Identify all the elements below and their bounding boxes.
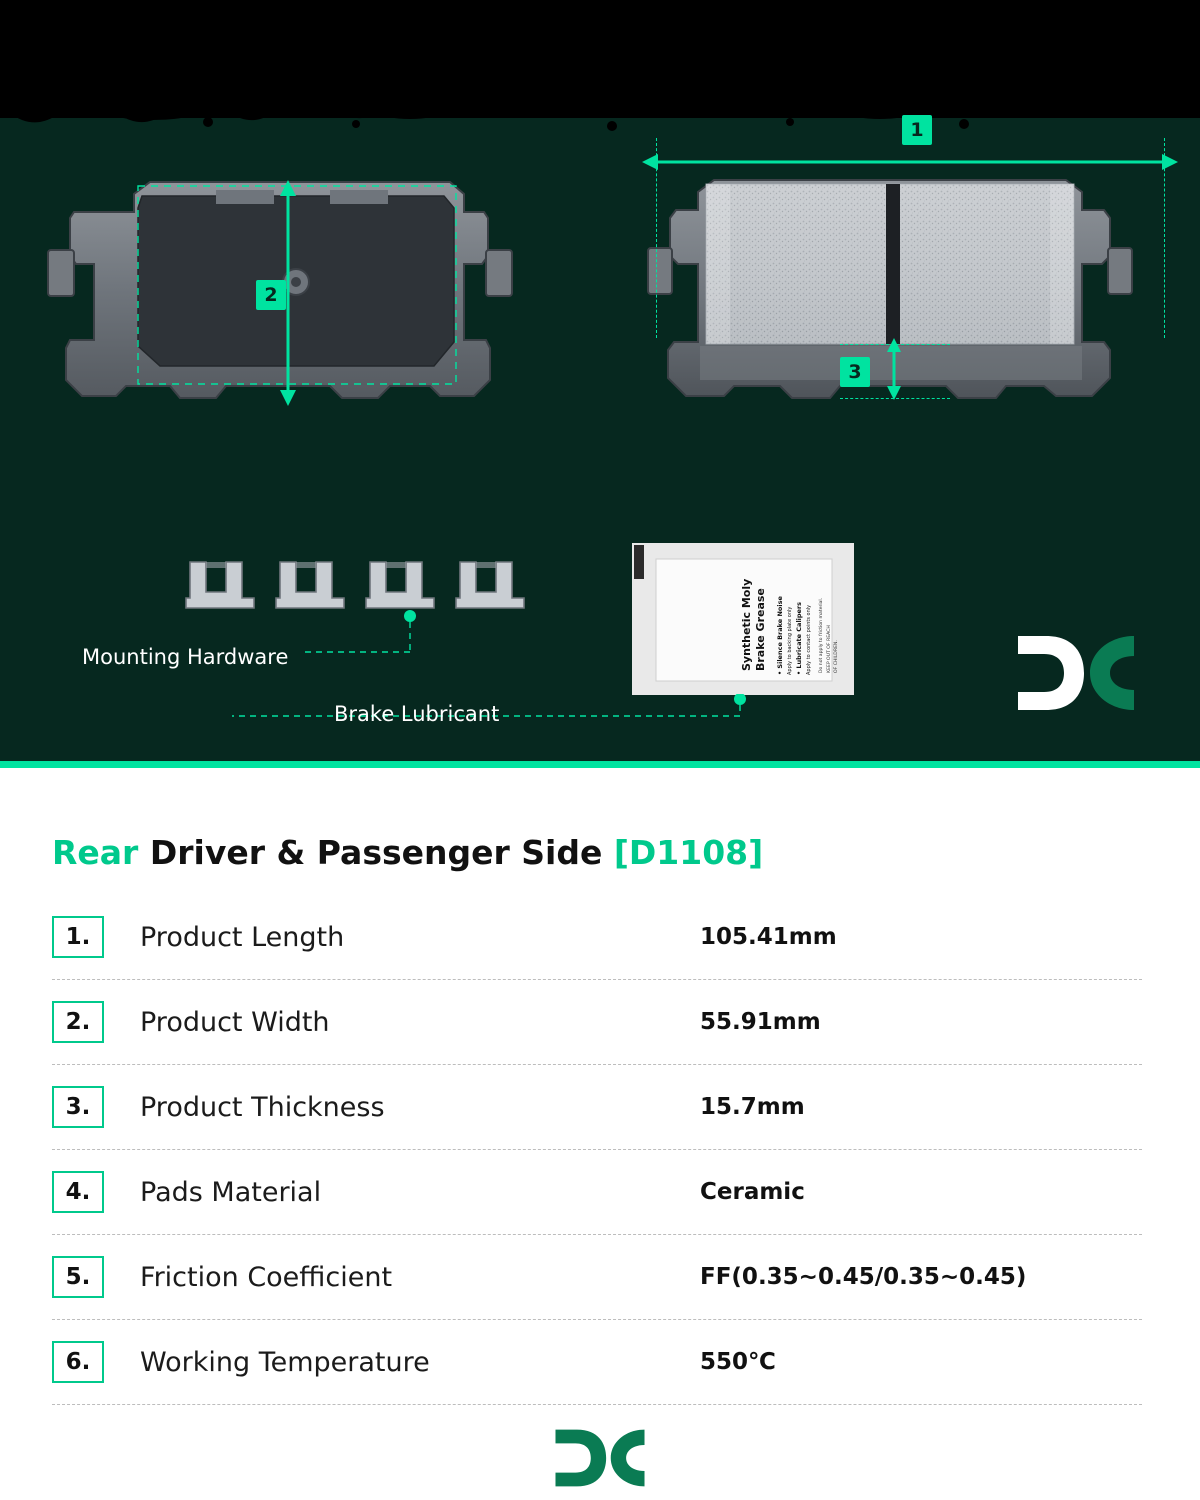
brand-logo-icon	[1012, 630, 1140, 716]
brake-lubricant-label: Brake Lubricant	[334, 702, 500, 726]
thickness-extension-top	[840, 344, 950, 345]
svg-text:Apply to backing plate only: Apply to backing plate only	[787, 606, 793, 675]
row-value: 550℃	[700, 1349, 776, 1375]
svg-text:Do not apply to friction mater: Do not apply to friction material.	[819, 597, 824, 673]
page-title	[52, 833, 763, 872]
row-label: Friction Coefficient	[140, 1261, 393, 1293]
row-label: Product Thickness	[140, 1091, 385, 1123]
title-side: Driver & Passenger Side	[149, 833, 603, 872]
svg-text:• Lubricate Calipers: • Lubricate Calipers	[795, 601, 803, 675]
title-code: [D1108]	[613, 833, 764, 872]
brake-lubricant-image	[632, 543, 854, 695]
row-number: 3.	[52, 1086, 104, 1128]
row-value: FF(0.35~0.45/0.35~0.45)	[700, 1264, 1027, 1290]
svg-text:KEEP OUT OF REACH: KEEP OUT OF REACH	[827, 625, 832, 673]
table-row	[52, 1065, 1142, 1150]
row-value: 15.7mm	[700, 1094, 805, 1120]
table-row	[52, 895, 1142, 980]
brake-pad-friction-view	[640, 119, 1180, 420]
table-row	[52, 980, 1142, 1065]
svg-text:Apply to contact points only: Apply to contact points only	[806, 604, 812, 675]
row-number: 6.	[52, 1341, 104, 1383]
row-label: Pads Material	[140, 1176, 322, 1208]
thickness-extension-bottom	[840, 398, 950, 399]
specification-panel	[0, 775, 1200, 1415]
brake-pad-backing-view	[30, 160, 570, 420]
footer	[0, 1415, 1200, 1500]
row-value: 55.91mm	[700, 1009, 821, 1035]
hardware-callout-line	[300, 608, 560, 678]
svg-text:Brake Grease: Brake Grease	[754, 588, 767, 671]
svg-text:OF CHILDREN.: OF CHILDREN.	[834, 640, 839, 673]
row-number: 5.	[52, 1256, 104, 1298]
measurement-badge-1: 1	[902, 115, 932, 145]
thickness-arrow	[880, 336, 910, 406]
row-number: 1.	[52, 916, 104, 958]
row-number: 4.	[52, 1171, 104, 1213]
spec-rows	[52, 895, 1142, 1405]
length-extension-left	[656, 138, 657, 338]
row-label: Product Width	[140, 1006, 330, 1038]
table-row	[52, 1150, 1142, 1235]
row-value: 105.41mm	[700, 924, 837, 950]
table-row	[52, 1235, 1142, 1320]
mounting-hardware-label: Mounting Hardware	[82, 645, 289, 669]
row-label: Working Temperature	[140, 1346, 430, 1378]
title-position: Rear	[52, 833, 139, 872]
svg-text:• Silence Brake Noise: • Silence Brake Noise	[776, 596, 784, 675]
measurement-badge-3: 3	[840, 357, 870, 387]
length-arrow	[640, 146, 1180, 176]
measurement-badge-2: 2	[256, 280, 286, 310]
svg-text:Synthetic Moly: Synthetic Moly	[740, 578, 753, 671]
accent-divider	[0, 761, 1200, 768]
table-row	[52, 1320, 1142, 1405]
brand-logo-footer-icon	[548, 1425, 652, 1491]
row-number: 2.	[52, 1001, 104, 1043]
row-label: Product Length	[140, 921, 345, 953]
row-value: Ceramic	[700, 1179, 805, 1205]
length-extension-right	[1164, 138, 1165, 338]
